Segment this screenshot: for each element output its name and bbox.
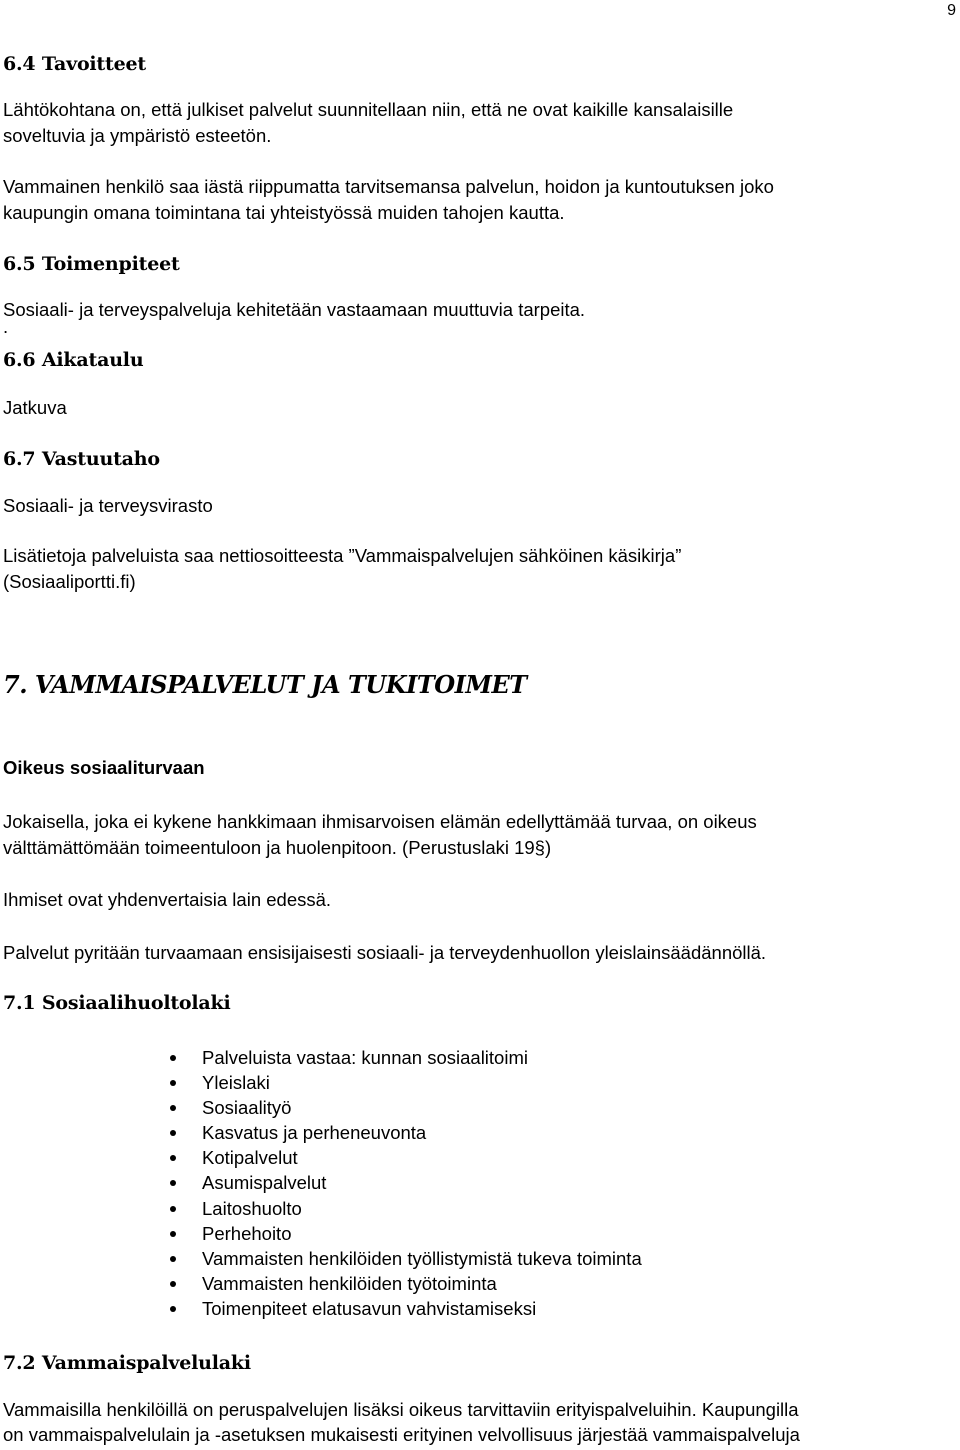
paragraph-7-1-line2: välttämättömään toimeentuloon ja huolenpitoon. (Perustuslaki 19§) bbox=[3, 837, 552, 858]
paragraph-7-2-1-line1: Vammaisilla henkilöillä on peruspalvelujen lisäksi oikeus tarvittaviin erityispalveluihin. Kaupungilla bbox=[3, 1399, 799, 1420]
bullet-icon bbox=[170, 1281, 176, 1287]
paragraph-6-4-2-line1: Vammainen henkilö saa iästä riippumatta tarvitsemansa palvelun, hoidon ja kuntoutuksen joko bbox=[3, 176, 774, 197]
bullet-icon bbox=[170, 1130, 176, 1136]
paragraph-7-3: Palvelut pyritään turvaamaan ensisijaisesti sosiaali- ja terveydenhuollon yleislainsäädännöllä. bbox=[3, 942, 767, 963]
heading-7-1: 7.1 Sosiaalihuoltolaki bbox=[3, 992, 231, 1014]
heading-7: 7. VAMMAISPALVELUT JA TUKITOIMET bbox=[3, 670, 527, 699]
heading-6-5: 6.5 Toimenpiteet bbox=[3, 253, 180, 275]
list-item: Kasvatus ja perheneuvonta bbox=[158, 1120, 642, 1145]
list-item: Sosiaalityö bbox=[158, 1095, 642, 1120]
paragraph-6-4-1-line2: soveltuvia ja ympäristö esteetön. bbox=[3, 125, 272, 146]
heading-7-2: 7.2 Vammaispalvelulaki bbox=[3, 1352, 251, 1374]
list-item: Laitoshuolto bbox=[158, 1196, 642, 1221]
page-number: 9 bbox=[947, 2, 956, 19]
bullet-icon bbox=[170, 1256, 176, 1262]
bullet-icon bbox=[170, 1206, 176, 1212]
list-item: Toimenpiteet elatusavun vahvistamiseksi bbox=[158, 1296, 642, 1321]
bullet-icon bbox=[170, 1306, 176, 1312]
paragraph-6-4-2-line2: kaupungin omana toimintana tai yhteistyössä muiden tahojen kautta. bbox=[3, 202, 565, 223]
bullet-icon bbox=[170, 1231, 176, 1237]
bullet-icon bbox=[170, 1155, 176, 1161]
sosiaalihuoltolaki-list bbox=[158, 1045, 642, 1321]
heading-6-7: 6.7 Vastuutaho bbox=[3, 448, 160, 470]
paragraph-7-1-line1: Jokaisella, joka ei kykene hankkimaan ihmisarvoisen elämän edellyttämää turvaa, on oikeus bbox=[3, 811, 757, 832]
paragraph-7-2: Ihmiset ovat yhdenvertaisia lain edessä. bbox=[3, 889, 332, 910]
paragraph-6-7-2-line1: Lisätietoja palveluista saa nettiosoitteesta ”Vammaispalvelujen sähköinen käsikirja” bbox=[3, 545, 682, 566]
bullet-icon bbox=[170, 1080, 176, 1086]
paragraph-6-5-1: Sosiaali- ja terveyspalveluja kehitetään vastaamaan muuttuvia tarpeita. bbox=[3, 299, 586, 320]
paragraph-6-7-2-line2: (Sosiaaliportti.fi) bbox=[3, 571, 136, 592]
list-item: Perhehoito bbox=[158, 1221, 642, 1246]
subheading-oikeus-sosiaaliturvaan: Oikeus sosiaaliturvaan bbox=[3, 757, 205, 778]
list-item: Asumispalvelut bbox=[158, 1170, 642, 1195]
bullet-icon bbox=[170, 1055, 176, 1061]
paragraph-7-2-1-line2: on vammaispalvelulain ja -asetuksen mukaisesti erityinen velvollisuus järjestää vammaispalveluja bbox=[3, 1424, 800, 1445]
list-item: Palveluista vastaa: kunnan sosiaalitoimi bbox=[158, 1045, 642, 1070]
list-item: Vammaisten henkilöiden työllistymistä tukeva toiminta bbox=[158, 1246, 642, 1271]
list-item: Yleislaki bbox=[158, 1070, 642, 1095]
paragraph-6-6-1: Jatkuva bbox=[3, 397, 67, 418]
bullet-icon bbox=[170, 1180, 176, 1186]
paragraph-6-4-1-line1: Lähtökohtana on, että julkiset palvelut suunnitellaan niin, että ne ovat kaikille kansalaisille bbox=[3, 99, 734, 120]
heading-6-4: 6.4 Tavoitteet bbox=[3, 53, 146, 75]
list-item: Kotipalvelut bbox=[158, 1145, 642, 1170]
list-item: Vammaisten henkilöiden työtoiminta bbox=[158, 1271, 642, 1296]
paragraph-6-5-dot: . bbox=[3, 316, 9, 337]
heading-6-6: 6.6 Aikataulu bbox=[3, 349, 144, 371]
bullet-icon bbox=[170, 1105, 176, 1111]
paragraph-6-7-1: Sosiaali- ja terveysvirasto bbox=[3, 495, 213, 516]
